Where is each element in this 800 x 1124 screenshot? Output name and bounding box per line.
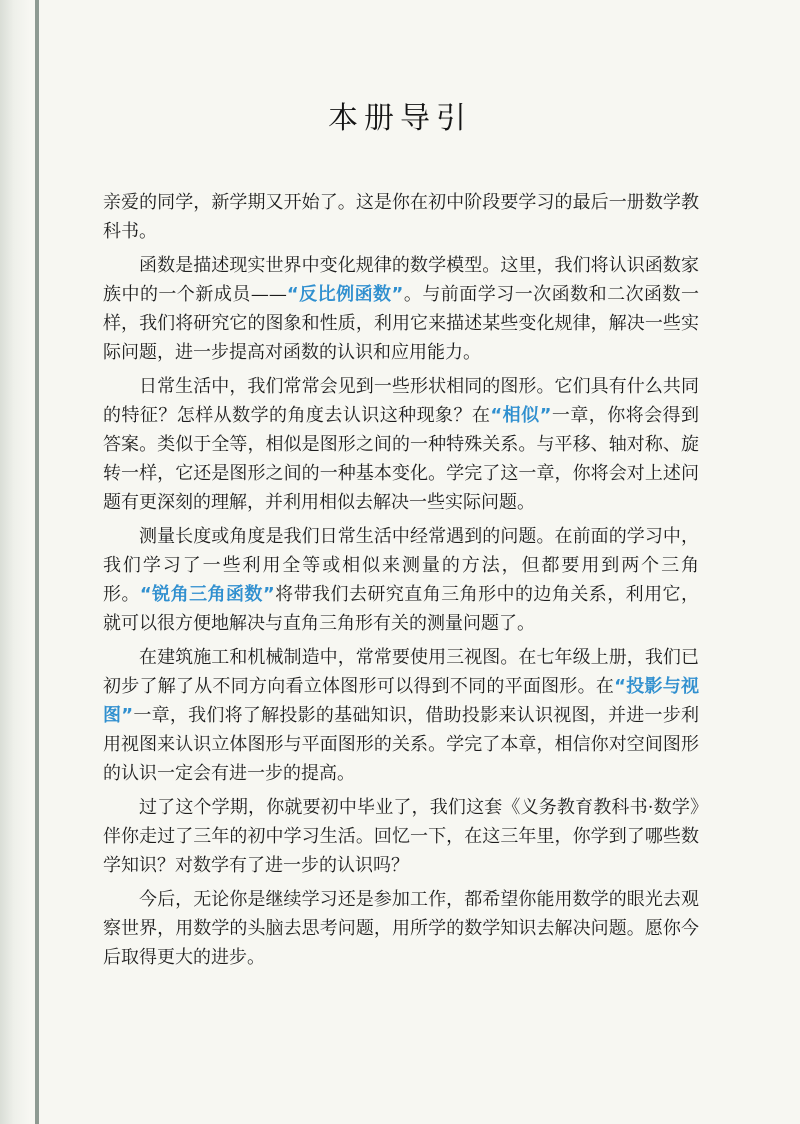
paragraph-3-text-a: 日常生活中，我们常常会见到一些形状相同的图形。它们具有什么共同的特征？怎样从数学的角度去认识这种现象？在 bbox=[103, 376, 699, 426]
paragraph-5-text-b: 一章，我们将了解投影的基础知识，借助投影来认识视图，并进一步利用视图来认识立体图形与平面图形的关系。学完了本章，相信你对空间图形的认识一定会有进一步的提高。 bbox=[103, 705, 699, 784]
highlight-term-inverse-proportion-function: “反比例函数” bbox=[286, 284, 404, 305]
paragraph-6 bbox=[103, 793, 699, 880]
document-body bbox=[103, 188, 699, 977]
paragraph-5-text-a: 在建筑施工和机械制造中，常常要使用三视图。在七年级上册，我们已初步了解了从不同方向看立体图形可以得到不同的平面图形。在 bbox=[103, 647, 699, 697]
highlight-term-projection-and-views: “投影与视图” bbox=[103, 676, 699, 726]
paragraph-5 bbox=[103, 643, 699, 788]
paragraph-3-text-b: 一章，你将会得到答案。类似于全等，相似是图形之间的一种特殊关系。与平移、轴对称、旋转一样，它还是图形之间的一种基本变化。学完了这一章，你将会对上述问题有更深刻的理解，并利用相似去解决一些实际问题。 bbox=[103, 405, 700, 513]
page-title: 本册导引 bbox=[328, 101, 472, 136]
paragraph-7-text: 今后，无论你是继续学习还是参加工作，都希望你能用数学的眼光去观察世界，用数学的头脑去思考问题，用所学的数学知识去解决问题。愿你今后取得更大的进步。 bbox=[103, 889, 699, 968]
paragraph-7 bbox=[103, 885, 699, 972]
highlight-term-acute-trig-functions: “锐角三角函数” bbox=[139, 584, 275, 605]
paragraph-6-text: 过了这个学期，你就要初中毕业了，我们这套《义务教育教科书·数学》伴你走过了三年的初中学习生活。回忆一下，在这三年里，你学到了哪些数学知识？对数学有了进一步的认识吗？ bbox=[103, 797, 699, 876]
paragraph-4-text-a: 测量长度或角度是我们日常生活中经常遇到的问题。在前面的学习中，我们学习了一些利用全等或相似来测量的方法，但都要用到两个三角形。 bbox=[103, 526, 699, 605]
highlight-term-similarity: “相似” bbox=[490, 405, 552, 426]
page-binding-line bbox=[35, 0, 39, 1124]
paragraph-2 bbox=[103, 251, 699, 367]
page-binding-shadow bbox=[0, 0, 30, 1124]
paragraph-2-text-b: 。与前面学习一次函数和二次函数一样，我们将研究它的图象和性质，利用它来描述某些变化规律，解决一些实际问题，进一步提高对函数的认识和应用能力。 bbox=[103, 284, 699, 363]
paragraph-4 bbox=[103, 522, 699, 638]
paragraph-1-text: 亲爱的同学，新学期又开始了。这是你在初中阶段要学习的最后一册数学教科书。 bbox=[103, 192, 699, 242]
paragraph-4-text-b: 将带我们去研究直角三角形中的边角关系，利用它，就可以很方便地解决与直角三角形有关的测量问题了。 bbox=[103, 584, 699, 634]
paragraph-1 bbox=[103, 188, 699, 246]
paragraph-2-text-a: 函数是描述现实世界中变化规律的数学模型。这里，我们将认识函数家族中的一个新成员—— bbox=[103, 255, 699, 305]
paragraph-3 bbox=[103, 372, 699, 517]
